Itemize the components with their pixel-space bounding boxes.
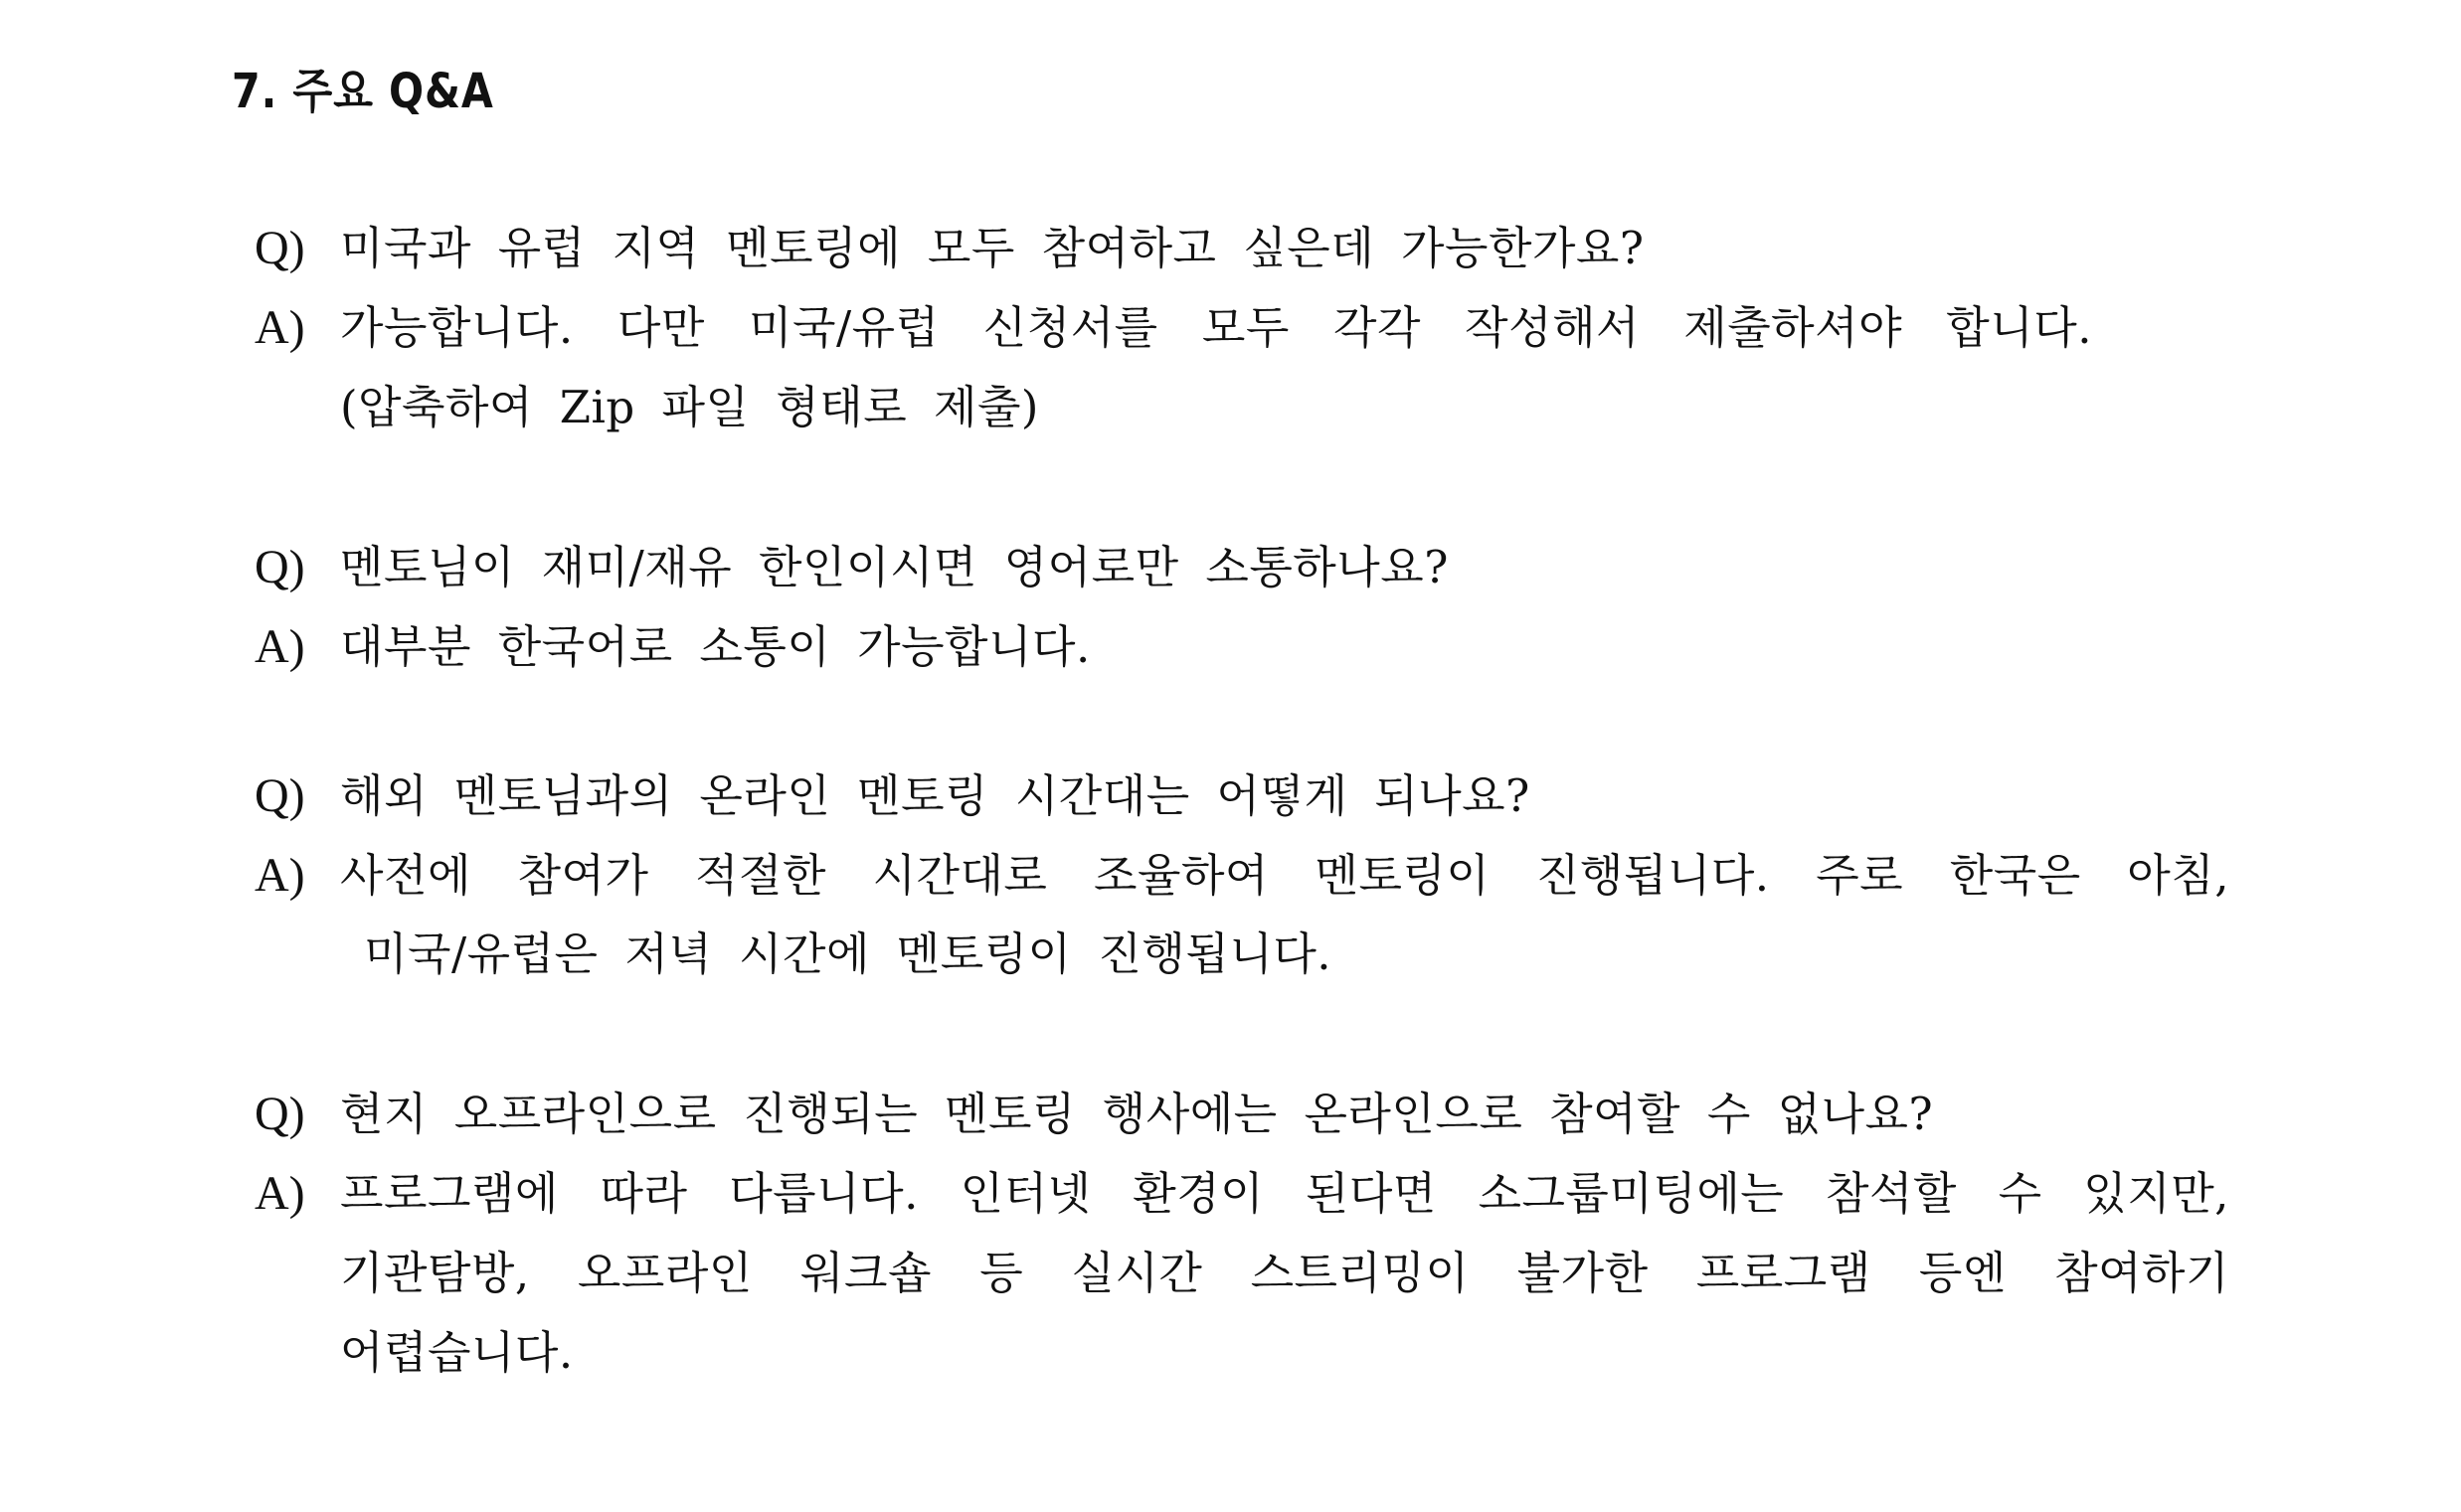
- question-marker: Q): [255, 769, 305, 822]
- question-marker: Q): [255, 541, 305, 593]
- question-text: 현지 오프라인으로 진행되는 멘토링 행사에는 온라인으로 참여할 수 없나요?: [340, 1088, 1934, 1140]
- answer-line: 프로그램에 따라 다릅니다. 인터넷 환경이 된다면 소그룹미팅에는 참석할 수 있지만,: [340, 1167, 2229, 1220]
- answer-marker: A): [255, 849, 305, 902]
- answer-line: 어렵습니다.: [340, 1326, 574, 1379]
- answer-line: (압축하여 Zip 파일 형태로 제출): [340, 381, 1039, 433]
- question-text: 해외 멘토님과의 온라인 멘토링 시간대는 어떻게 되나요?: [340, 769, 1530, 822]
- answer-marker: A): [255, 301, 305, 354]
- answer-line: 미국/유럽은 저녁 시간에 멘토링이 진행됩니다.: [364, 927, 1332, 980]
- question-text: 미국과 유럽 지역 멘토링에 모두 참여하고 싶은데 가능한가요?: [340, 222, 1645, 274]
- answer-line: 가능합니다. 다만 미국/유럽 신청서를 모두 각각 작성해서 제출하셔야 합니다.: [340, 301, 2092, 354]
- question-text: 멘토님이 재미/재유 한인이시면 영어로만 소통하나요?: [340, 541, 1449, 593]
- answer-marker: A): [255, 620, 305, 673]
- section-heading: 7. 주요 Q&A: [232, 64, 494, 119]
- question-marker: Q): [255, 222, 305, 274]
- answer-line: 사전에 참여가 적절한 시간대로 조율하여 멘토링이 진행됩니다. 주로 한국은 아침,: [340, 849, 2229, 902]
- answer-line: 기관탐방, 오프라인 워크숍 등 실시간 스트리밍이 불가한 프로그램 등엔 참여하기: [340, 1247, 2229, 1299]
- question-marker: Q): [255, 1088, 305, 1140]
- answer-line: 대부분 한국어로 소통이 가능합니다.: [340, 620, 1091, 673]
- answer-marker: A): [255, 1167, 305, 1220]
